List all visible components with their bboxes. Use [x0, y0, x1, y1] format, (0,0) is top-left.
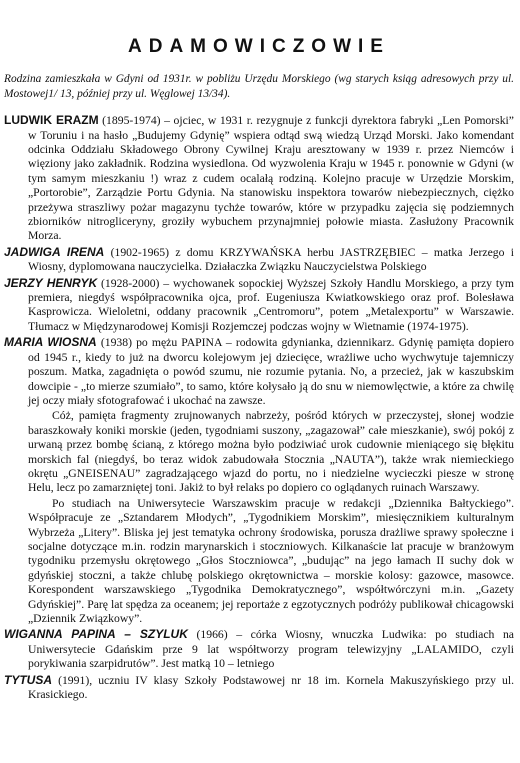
entry-maria: [4, 335, 514, 408]
entry-name: WIGANNA PAPINA – SZYLUK: [4, 627, 188, 642]
entry-jadwiga: [4, 245, 514, 275]
entry-text: (1902-1965) z domu KRZYWAŃSKA herbu JASTRZĘBIEC – matka Jerzego i Wiosny, dyplomowana nauczycielka. Działaczka Związku Nauczycielstwa Polskiego: [28, 245, 514, 274]
entry-maria-paragraph: Po studiach na Uniwersytecie Warszawskim pracuje w redakcji „Dziennika Bałtyckiego”. Współpracuje ze „Sztandarem Młodych”, „Tygodnikiem Morskim”, miesięcznikiem kulturalnym Wybrzeża „Litery”. Bliska jej jest tematyka ochrony środowiska, porusza drażliwe sprawy społeczne i socjalne dotyczące m.in. rodzin marynarskich i stoczniowych. Kilkanaście lat pracuje w branżowym tygodniku przemysłu okrętowego „Głos Stoczniowca”, „budując” na jego łamach II suchy dok w gdyńskiej stoczni, a także chlubę polskiego okrętownictwa – morskie kolosy: gazowce, masowce. Korespondent warszawskiego „Tygodnika Demokratycznego”, współtwórczyni m.in. „Gazety Gdyńskiej”. Parę lat spędza za oceanem; jej reportaże z egzotycznych podróży publikował chicagowski „Dziennik Związkowy”.: [28, 496, 514, 625]
entry-name: TYTUSA: [4, 672, 52, 687]
entry-text: (1938) po mężu PAPINA – rodowita gdynianka, dziennikarz. Gdynię pamięta dopiero od 1945 r., kiedy to już na dworcu kolejowym jej dziecięce, wrażliwe ucho wychwytuje tajemniczy poszum. Matka, zagadnięta o powód szumu, nie rozumie pytania. No, a przecież, jak w kaszubskim dowcipie - „to mierze szumiało”, to samo, które kołysało ją do snu w niemowlęctwie, a które za chwilę jej oczy miały sfotografować i ukochać na zawsze.: [28, 336, 515, 407]
entry-maria-paragraph: Cóż, pamięta fragmenty zrujnowanych nabrzeży, pośród których w przeczystej, słonej wodzie baraszkowały koniki morskie (jeden, tygodniami suszony, „zagazował” całe mieszkanie), swój pokój z urwaną przez bombę ścianą, z którego można było podziwiać urok cudownie mieniącego się błękitu morskich fal (niegdyś, bo teraz widok zabudowała Stocznia „NAUTA”), także wrak niemieckiego okrętu „GNEISENAU” zagradzającego wjazd do portu, no i niedzielne wycieczki piesze w stronę Helu, lecz po zamarzniętej toni. Jakiż to był relaks po dopiero co oglądanych ruinach Warszawy.: [28, 409, 514, 495]
page-title: ADAMOWICZOWIE: [128, 36, 390, 57]
entry-text: (1966) – córka Wiosny, wnuczka Ludwika: po studiach na Uniwersytecie Gdańskim prze 9 lat współtworzy program telewizyjny „LALAMIDO, czyli porykiwania szarpidrutów”. Jest matką 10 – letniego: [28, 628, 514, 671]
entry-name: MARIA WIOSNA: [4, 335, 97, 350]
entry-tytus: [4, 673, 514, 703]
entry-name: LUDWIK ERAZM: [4, 113, 99, 128]
entry-text: (1991), uczniu IV klasy Szkoły Podstawowej nr 18 im. Kornela Makuszyńskiego przy ul. Krasickiego.: [28, 673, 514, 702]
entry-jerzy: [4, 276, 514, 335]
entry-text: (1928-2000) – wychowanek sopockiej Wyższej Szkoły Handlu Morskiego, a przy tym premiera, niegdyś współpracownika ojca, prof. Eugeniusza Kwiatkowskiego oraz prof. Bolesława Kasprowicza. Wieloletni, oddany pracownik „Centromoru”, potem „Metalexportu” w Warszawie. Tłumacz w Międzynarodowej Komisji Rozjemczej podczas wojny w Wietnamie (1974-1975).: [28, 276, 514, 333]
entry-text: (1895-1974) – ojciec, w 1931 r. rezygnuje z funkcji dyrektora fabryki „Len Pomorski” w Toruniu i na hasło „Budujemy Gdynię” wspiera odtąd swą wiedzą Urząd Morski. Jako komendant odcinka Oddziału Składowego Obrony Cywilnej Kraju aresztowany w 1939 r. przez Niemców i więziony jako zakładnik. Rodzina wysiedlona. Od wyzwolenia Kraju w 1945 r. ponownie w Gdyni (w tym samym mieszkaniu !) wraz z cudem ocalałą rodziną. Kolejno pracuje w Urzędzie Morskim, „Portorobie”, Zarządzie Portu Gdynia. Na stanowisku inspektora towarów niebezpiecznych, ciężko przeżywa straszliwy pożar magazynu tychże towarów, które w przypadku zajęcia się podziemnych zbiorników nitrogliceryny, groziły wybuchem przynajmniej połowie miasta. Zasłużony Pracownik Morza.: [28, 114, 514, 243]
entry-name: JERZY HENRYK: [4, 275, 98, 290]
intro-paragraph: Rodzina zamieszkała w Gdyni od 1931r. w pobliżu Urzędu Morskiego (wg starych ksiąg adresowych przy ul. Mostowej1/ 13, później przy ul. Węglowej 13/34).: [4, 73, 514, 100]
entry-name: JADWIGA IRENA: [4, 244, 105, 259]
entry-wiganna: [4, 627, 514, 671]
entry-ludwik: [4, 113, 514, 244]
